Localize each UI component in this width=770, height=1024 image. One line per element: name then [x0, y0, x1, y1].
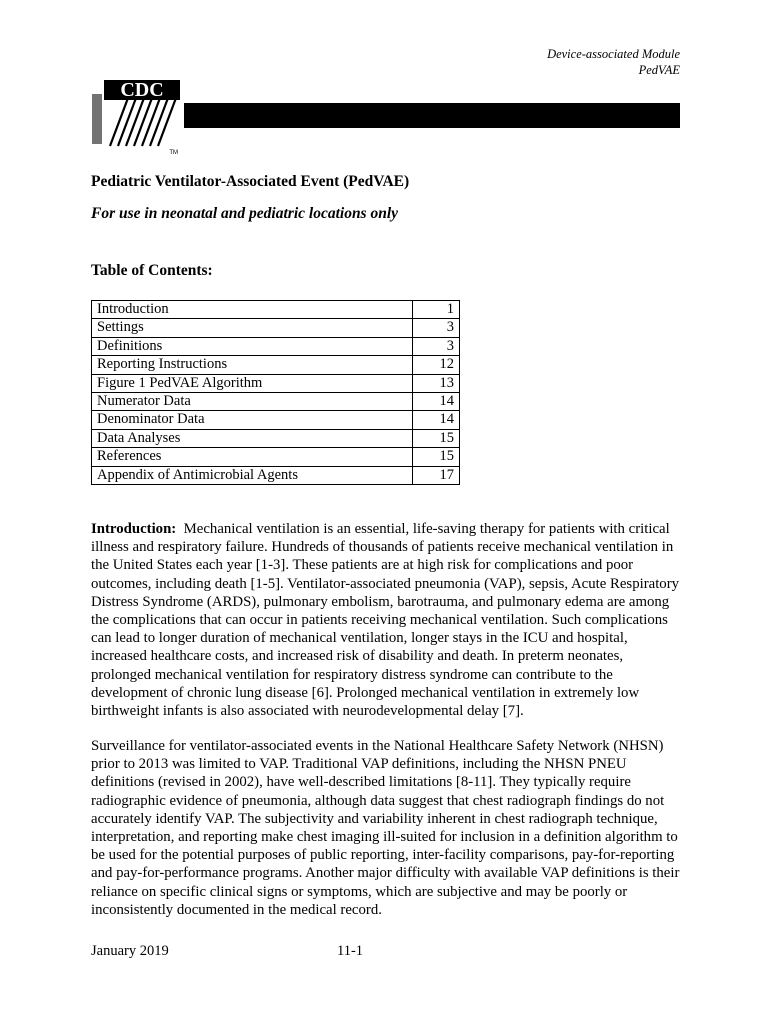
- module-code: PedVAE: [638, 63, 680, 77]
- toc-entry-page: 17: [413, 466, 460, 484]
- introduction-paragraph: [91, 520, 681, 720]
- toc-row[interactable]: [92, 466, 460, 484]
- document-title: Pediatric Ventilator-Associated Event (PedVAE): [91, 173, 410, 190]
- toc-entry-title: Introduction: [92, 301, 413, 319]
- toc-row[interactable]: [92, 374, 460, 392]
- toc-row[interactable]: [92, 319, 460, 337]
- toc-entry-title: Numerator Data: [92, 393, 413, 411]
- header-bar: [168, 103, 680, 128]
- toc-heading: Table of Contents:: [91, 262, 213, 279]
- toc-entry-title: Denominator Data: [92, 411, 413, 429]
- toc-row[interactable]: [92, 301, 460, 319]
- toc-row[interactable]: [92, 393, 460, 411]
- toc-row[interactable]: [92, 448, 460, 466]
- toc-entry-page: 12: [413, 356, 460, 374]
- toc-entry-title: Appendix of Antimicrobial Agents: [92, 466, 413, 484]
- introduction-label: Introduction:: [91, 521, 177, 537]
- toc-entry-page: 13: [413, 374, 460, 392]
- footer-date: January 2019: [91, 943, 169, 959]
- document-subtitle: For use in neonatal and pediatric locations only: [91, 205, 399, 222]
- toc-row[interactable]: [92, 356, 460, 374]
- toc-entry-title: Data Analyses: [92, 429, 413, 447]
- toc-entry-page: 3: [413, 319, 460, 337]
- cdc-logo-text: CDC: [120, 79, 164, 101]
- cdc-logo: [88, 76, 184, 158]
- toc-entry-title: Settings: [92, 319, 413, 337]
- table-of-contents: [91, 300, 460, 485]
- toc-entry-title: Figure 1 PedVAE Algorithm: [92, 374, 413, 392]
- introduction-text: Mechanical ventilation is an essential, life-saving therapy for patients with critical illness and respiratory failure. Hundreds of thousands of patients receive mechanical ventilation in the United States each year [1-3]. These patients are at high risk for complications and poor outcomes, including death [1-5]. Ventilator-associated pneumonia (VAP), sepsis, Acute Respiratory Distress Syndrome (ARDS), pulmonary embolism, barotrauma, and pulmonary edema are among the complications that can occur in patients receiving mechanical ventilation. Such complications can lead to longer duration of mechanical ventilation, longer stays in the ICU and hospital, increased healthcare costs, and increased risk of disability and death. In preterm neonates, prolonged mechanical ventilation for respiratory distress syndrome can contribute to the development of chronic lung disease [6]. Prolonged mechanical ventilation in extremely low birthweight infants is also associated with neurodevelopmental delay [7].: [91, 521, 680, 720]
- toc-entry-page: 1: [413, 301, 460, 319]
- toc-entry-page: 14: [413, 393, 460, 411]
- toc-row[interactable]: [92, 337, 460, 355]
- toc-entry-page: 3: [413, 337, 460, 355]
- toc-entry-title: Reporting Instructions: [92, 356, 413, 374]
- toc-entry-page: 15: [413, 429, 460, 447]
- toc-entry-page: 14: [413, 411, 460, 429]
- module-header: [547, 46, 680, 78]
- footer-page-number: 11-1: [337, 943, 364, 959]
- module-line: Device-associated Module: [547, 47, 680, 61]
- surveillance-paragraph: Surveillance for ventilator-associated events in the National Healthcare Safety Network (NHSN) prior to 2013 was limited to VAP. Traditional VAP definitions, including the NHSN PNEU definitions (revised in 2002), have well-described limitations [8-11]. They typically require radiographic evidence of pneumonia, although data suggest that chest radiograph findings do not accurately identify VAP. The subjectivity and variability inherent in chest radiograph technique, interpretation, and reporting make chest imaging ill-suited for inclusion in a definition algorithm to be used for the potential purposes of public reporting, inter-facility comparisons, pay-for-reporting and pay-for-performance programs. Another major difficulty with available VAP definitions is their reliance on specific clinical signs or symptoms, which are subjective and may be poorly or inconsistently documented in the medical record.: [91, 738, 680, 918]
- toc-row[interactable]: [92, 411, 460, 429]
- toc-entry-title: References: [92, 448, 413, 466]
- trademark-mark: TM: [169, 150, 178, 156]
- toc-row[interactable]: [92, 429, 460, 447]
- toc-entry-title: Definitions: [92, 337, 413, 355]
- toc-entry-page: 15: [413, 448, 460, 466]
